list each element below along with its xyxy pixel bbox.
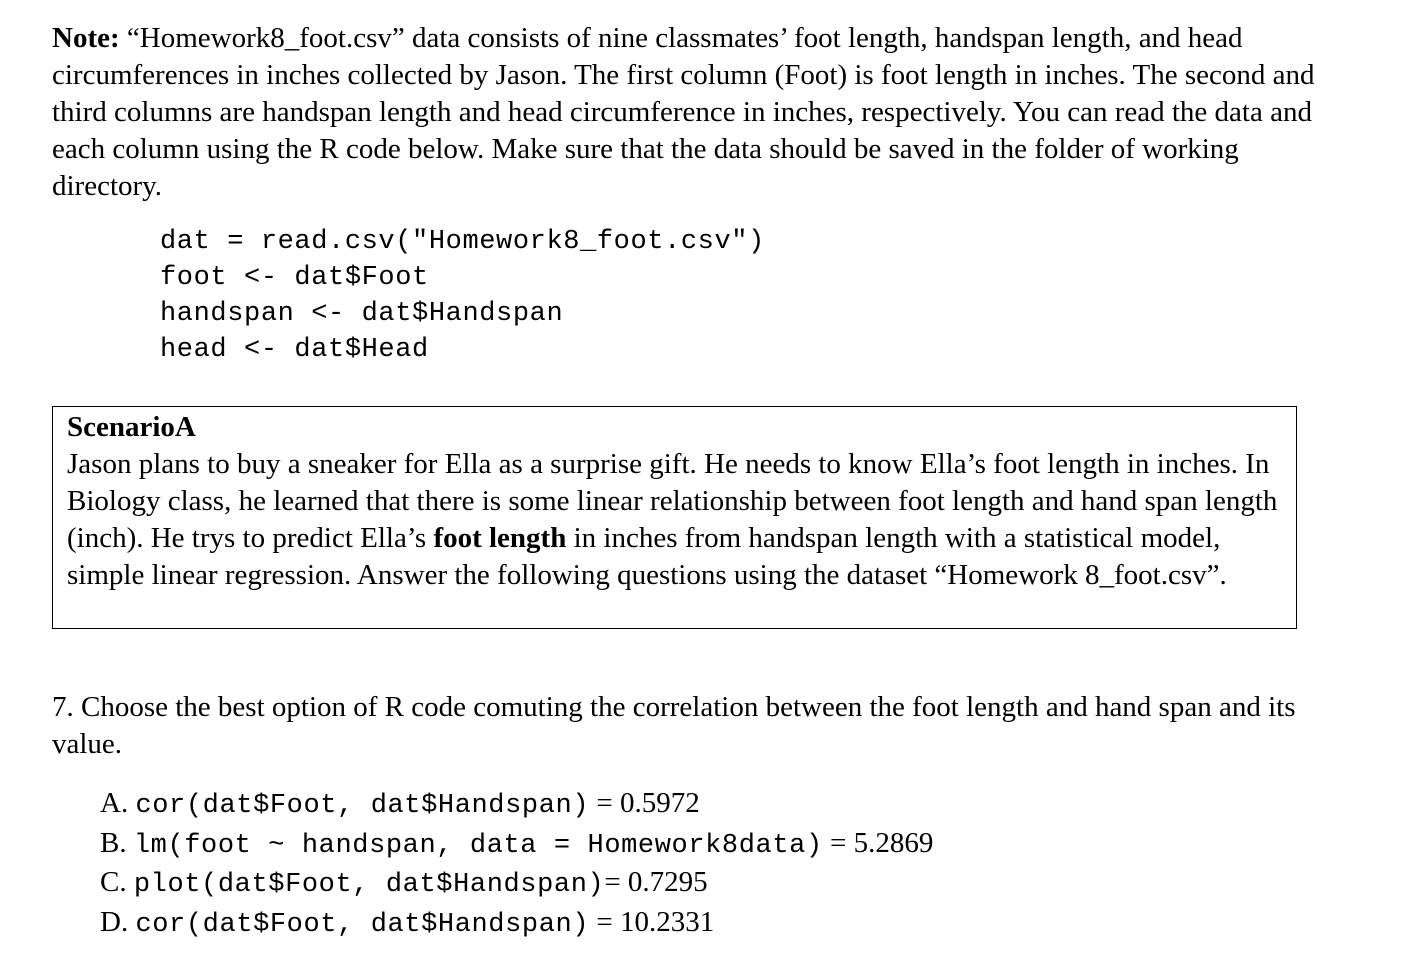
option-a-code: cor(dat$Foot, dat$Handspan) <box>135 791 590 821</box>
option-d-code: cor(dat$Foot, dat$Handspan) <box>135 909 590 940</box>
note-label: Note: <box>52 22 120 54</box>
note-text: “Homework8_foot.csv” data consists of nine classmates’ foot length, handspan length, and head circumferences in inches collected by Jason. The first column (Foot) is foot length in inches. The second and third columns are handspan length and head circumference in inches, respectively. You can read the data and each column using the R code below. Make sure that the data should be saved in the folder of working directory. <box>52 22 1315 202</box>
code-line-head: head <- dat$Head <box>160 335 429 365</box>
option-b-letter: B. <box>100 826 134 859</box>
option-b[interactable] <box>100 824 933 864</box>
answer-options <box>100 784 933 942</box>
option-c-letter: C. <box>100 866 134 898</box>
code-line-handspan: handspan <- dat$Handspan <box>160 299 564 329</box>
option-b-value: = 5.2869 <box>822 826 934 859</box>
option-c[interactable] <box>100 863 933 903</box>
scenario-paragraph <box>67 409 1292 594</box>
option-b-code: lm(foot ~ handspan, data = Homework8data) <box>133 830 823 861</box>
option-c-code: plot(dat$Foot, dat$Handspan) <box>133 870 605 900</box>
option-a[interactable] <box>100 784 933 824</box>
option-a-letter: A. <box>100 787 136 819</box>
option-c-value: = 0.7295 <box>604 866 708 898</box>
scenario-text-bold: foot length <box>433 522 567 554</box>
code-line-foot: foot <- dat$Foot <box>160 263 429 293</box>
option-d[interactable] <box>100 903 933 943</box>
scenario-box <box>52 406 1297 629</box>
option-a-value: = 0.5972 <box>589 787 700 819</box>
option-d-value: = 10.2331 <box>589 905 715 938</box>
code-line-read-csv: dat = read.csv("Homework8_foot.csv") <box>160 227 765 257</box>
option-d-letter: D. <box>100 905 136 938</box>
question-7: 7. Choose the best option of R code comuting the correlation between the foot length and hand span and its value. <box>52 691 1296 760</box>
r-code-block <box>160 224 765 368</box>
scenario-text-before: Jason plans to buy a sneaker for Ella as a surprise gift. He needs to know Ella’s foot length in inches. In Biology class, he learned that there is some linear relationship between foot length and hand span length (inch). He trys to predict Ella’s <box>67 448 1278 554</box>
scenario-title: ScenarioA <box>67 411 196 443</box>
scenario-text-after: in inches from handspan length with a statistical model, simple linear regression. Answer the following questions using the dataset “Homework 8_foot.csv”. <box>67 522 1227 591</box>
note-paragraph <box>52 20 1342 205</box>
